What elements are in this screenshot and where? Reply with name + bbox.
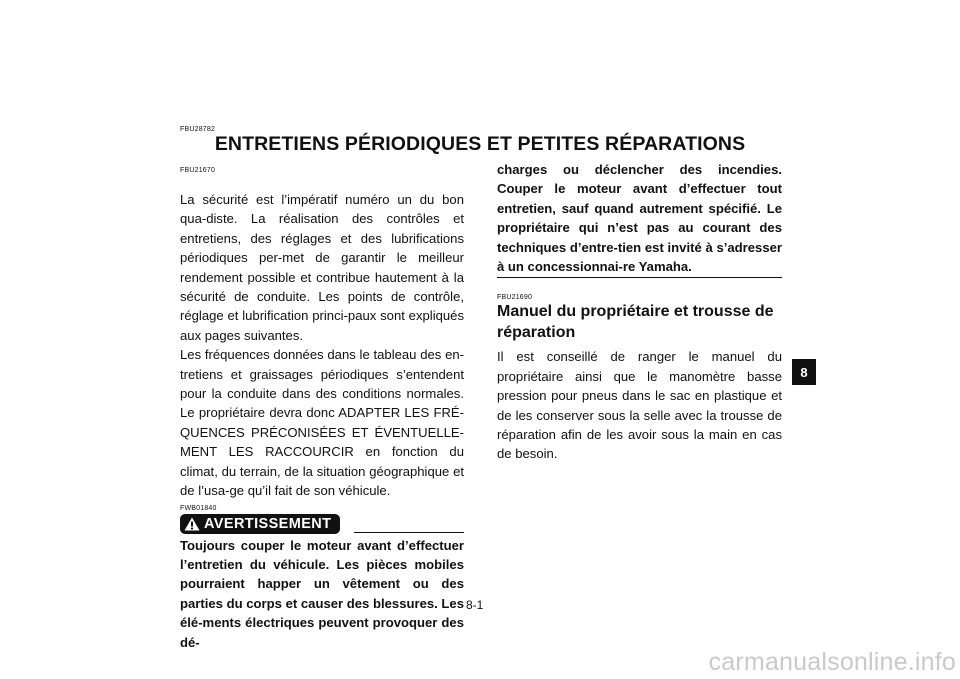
section-code: FBU28782 bbox=[180, 126, 216, 133]
warning-badge bbox=[180, 514, 340, 534]
watermark: carmanualsonline.info bbox=[708, 648, 956, 676]
right-column bbox=[497, 160, 782, 464]
warning-code: FWB01840 bbox=[180, 504, 217, 512]
manual-section-code: FBU21690 bbox=[497, 294, 533, 302]
warning-text-left: Toujours couper le moteur avant d’effectuer l’entretien du véhicule. Les pièces mobiles pourraient happer un vêtement ou des parties du corps et causer des blessures. Les élé-ments électriques peuvent provoquer des dé- bbox=[180, 537, 464, 650]
intro-paragraph-2: Les fréquences données dans le tableau des en-tretiens et graissages périodiques s’entendent pour la conduite dans des conditions normales. Le propriétaire devra donc ADAPTER LES FRÉ-QUENCES PRÉCONISÉES ET ÉVENTUELLE-MENT LES RACCOURCIR en fonction du climat, du terrain, de la situation géographique et de l’usa-ge qu’il fait de son véhicule. bbox=[180, 347, 464, 499]
warning-label: AVERTISSEMENT bbox=[204, 515, 332, 532]
warning-triangle-icon bbox=[184, 517, 200, 531]
page-title: ENTRETIENS PÉRIODIQUES ET PETITES RÉPARATIONS bbox=[214, 133, 746, 155]
page-number: 8-1 bbox=[466, 598, 484, 612]
warning-header bbox=[180, 513, 464, 534]
left-column bbox=[180, 160, 464, 652]
manual-section-text: Il est conseillé de ranger le manuel du propriétaire ainsi que le manomètre basse pression pour pneus dans le sac en plastique et de les conserver sous la selle avec la trousse de réparation afin de les avoir sous la main en cas de besoin. bbox=[497, 349, 782, 462]
chapter-tab: 8 bbox=[792, 359, 816, 385]
intro-paragraph-1: La sécurité est l’impératif numéro un du bon qua-diste. La réalisation des contrôles et entretiens, des réglages et des lubrifications périodiques per-met de garantir le meilleur rendement possible et contribue hautement à la sécurité de conduite. Les points de contrôle, réglage et lubrification princi-paux sont expliqués aux pages suivantes. bbox=[180, 192, 464, 343]
warning-text-right: charges ou déclencher des incendies. Couper le moteur avant d’effectuer tout entretien, sauf quand autrement spécifié. Le propriétaire qui n’est pas au courant des techniques d’entre-tien est invité à s’adresser à un concessionnai-re Yamaha. bbox=[497, 162, 782, 275]
manual-section-title: Manuel du propriétaire et trousse de réparation bbox=[497, 303, 774, 342]
warning-end-rule bbox=[497, 277, 782, 278]
warning-divider bbox=[354, 532, 464, 533]
intro-code: FBU21670 bbox=[180, 167, 216, 174]
